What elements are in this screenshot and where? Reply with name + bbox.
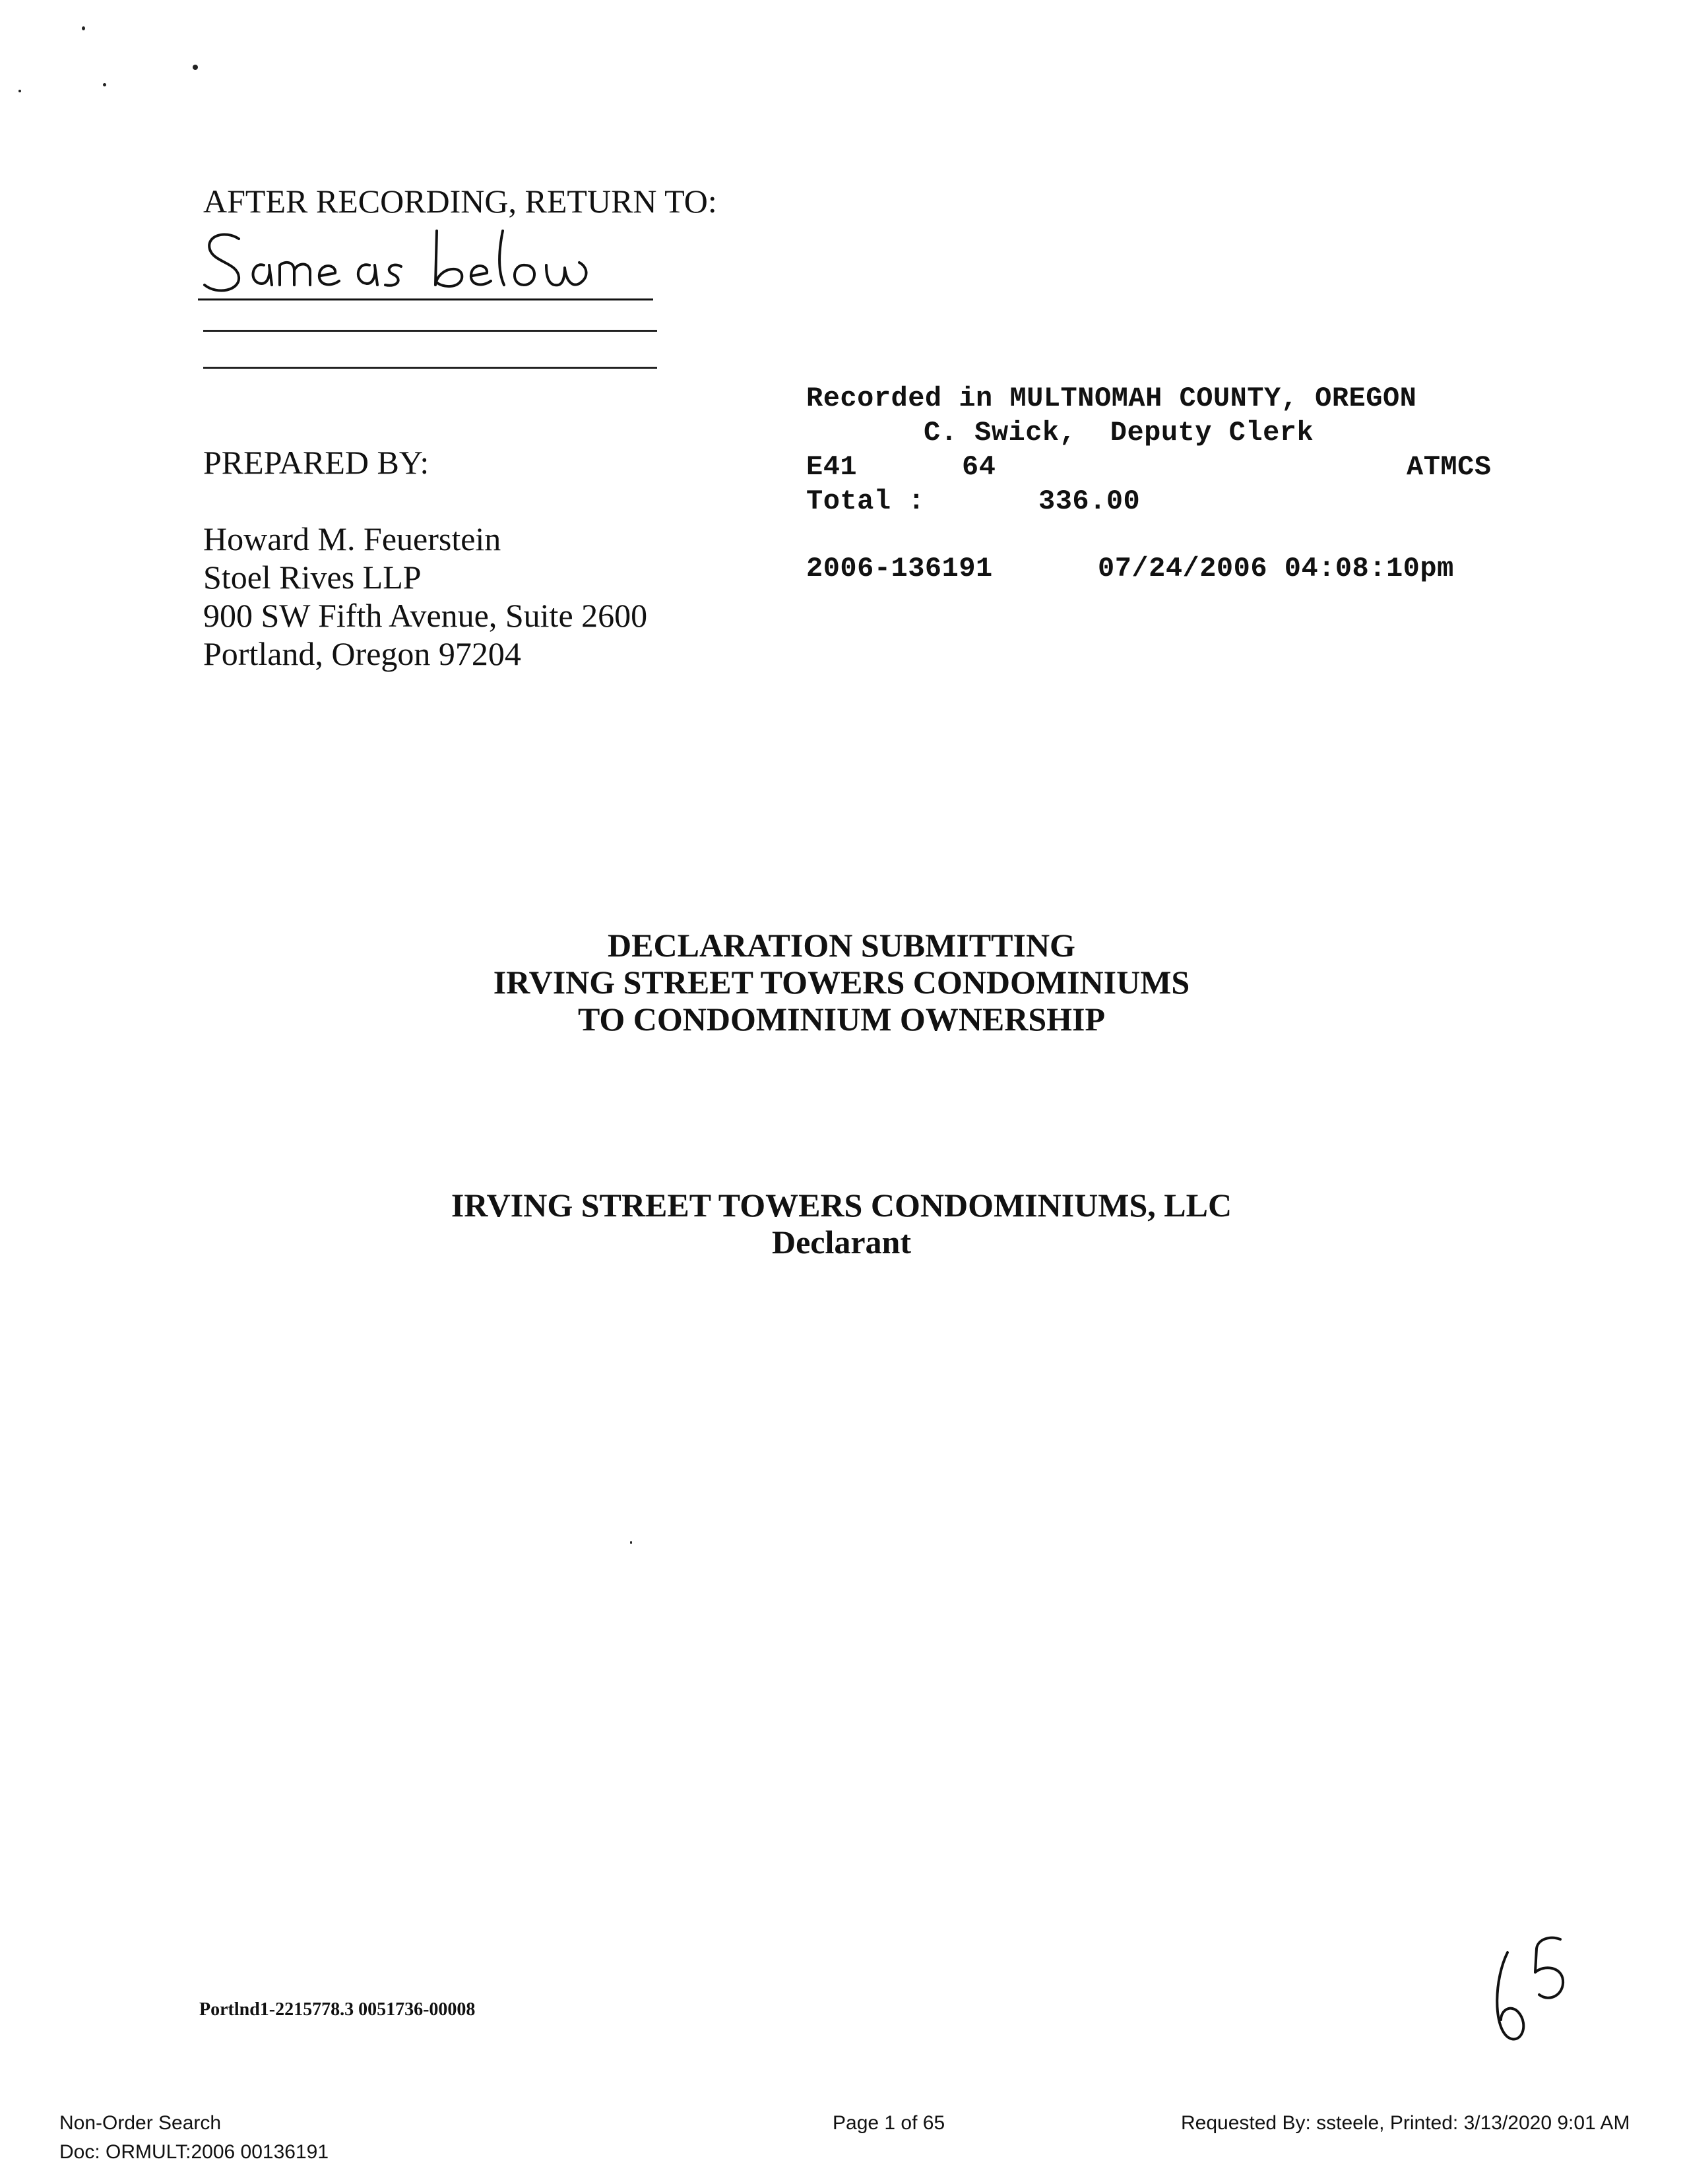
blank-line — [203, 330, 657, 332]
declarant-name: IRVING STREET TOWERS CONDOMINIUMS, LLC — [451, 1187, 1232, 1224]
scan-speck — [82, 26, 85, 30]
footer-page-number: Page 1 of 65 — [833, 2112, 945, 2134]
scan-speck — [18, 90, 21, 92]
recorded-in-line: Recorded in MULTNOMAH COUNTY, OREGON — [806, 383, 1417, 414]
document-id: Portlnd1-2215778.3 0051736-00008 — [199, 1999, 476, 2020]
blank-line — [203, 367, 657, 369]
footer-doc-ref: Doc: ORMULT:2006 00136191 — [59, 2141, 329, 2163]
footer-requested-by: Requested By: ssteele, Printed: 3/13/2020 9:01 AM — [1181, 2112, 1630, 2134]
handwritten-return-address — [198, 224, 660, 303]
title-line-1: DECLARATION SUBMITTING — [608, 927, 1075, 964]
return-to-heading: AFTER RECORDING, RETURN TO: — [203, 183, 717, 220]
total-value: 336.00 — [1038, 485, 1141, 517]
preparer-street: 900 SW Fifth Avenue, Suite 2600 — [203, 597, 648, 634]
scan-speck — [103, 83, 106, 86]
preparer-city: Portland, Oregon 97204 — [203, 635, 521, 672]
preparer-firm: Stoel Rives LLP — [203, 559, 422, 596]
scan-speck — [193, 65, 198, 70]
declarant-role: Declarant — [771, 1224, 912, 1261]
scan-speck — [630, 1541, 632, 1544]
handwritten-page-count — [1481, 1926, 1587, 2058]
deputy-clerk-line: C. Swick, Deputy Clerk — [924, 417, 1314, 449]
prepared-by-heading: PREPARED BY: — [203, 444, 429, 481]
document-number: 2006-136191 — [806, 553, 993, 584]
footer-search-type: Non-Order Search — [59, 2112, 222, 2134]
title-line-2: IRVING STREET TOWERS CONDOMINIUMS — [493, 964, 1190, 1001]
stamp-code-mid: 64 — [962, 451, 996, 483]
title-line-3: TO CONDOMINIUM OWNERSHIP — [577, 1001, 1106, 1038]
stamp-code-right: ATMCS — [1407, 451, 1492, 483]
stamp-code-left: E41 — [806, 451, 858, 483]
preparer-name: Howard M. Feuerstein — [203, 520, 501, 557]
total-label: Total : — [806, 485, 925, 517]
recording-timestamp: 07/24/2006 04:08:10pm — [1098, 553, 1454, 584]
